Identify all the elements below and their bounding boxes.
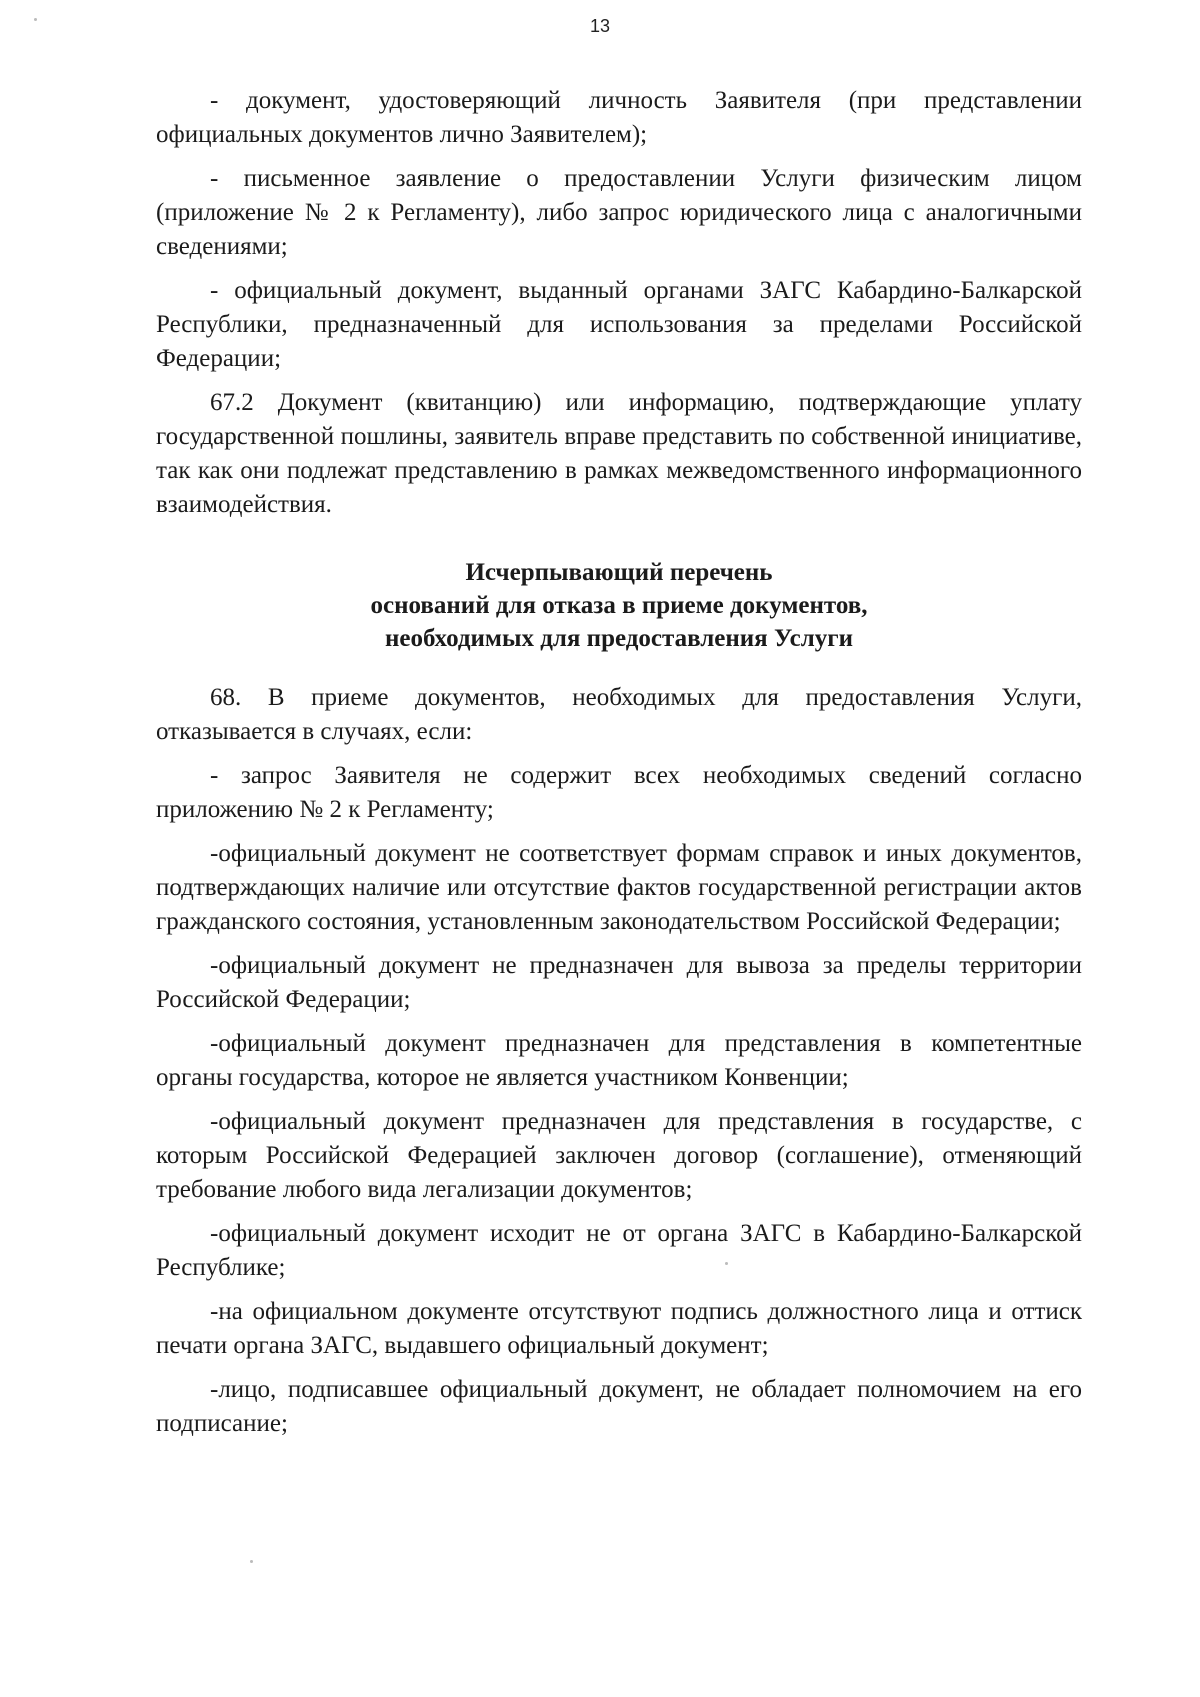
paragraph-written-application: - письменное заявление о предоставлении Услуги физическим лицом (приложение № 2 к Регламенту), либо запрос юридического лица с аналогичными сведениями;	[156, 165, 1082, 260]
refusal-reason-3: -официальный документ не предназначен для вывоза за пределы территории Российской Федерации;	[156, 952, 1082, 1013]
refusal-reason-6: -официальный документ исходит не от органа ЗАГС в Кабардино-Балкарской Республике;	[156, 1220, 1082, 1281]
paragraph-67-2: 67.2 Документ (квитанцию) или информацию, подтверждающие уплату государственной пошлины, заявитель вправе представить по собственной инициативе, так как они подлежат представлению в рамках межведомственного информационного взаимодействия.	[156, 389, 1082, 518]
scan-speck	[250, 1560, 253, 1563]
section-heading-line-3: необходимых для предоставления Услуги	[385, 625, 853, 652]
refusal-reason-4: -официальный документ предназначен для представления в компетентные органы государства, которое не является участником Конвенции;	[156, 1030, 1082, 1091]
section-heading-line-2: оснований для отказа в приеме документов,	[370, 592, 868, 619]
paragraph-official-document: - официальный документ, выданный органами ЗАГС Кабардино-Балкарской Республики, предназначенный для использования за пределами Российской Федерации;	[156, 277, 1082, 372]
refusal-reason-8: -лицо, подписавшее официальный документ, не обладает полномочием на его подписание;	[156, 1376, 1082, 1437]
refusal-reason-1: - запрос Заявителя не содержит всех необходимых сведений согласно приложению № 2 к Регламенту;	[156, 762, 1082, 823]
section-heading	[156, 556, 1082, 655]
paragraph-68: 68. В приеме документов, необходимых для предоставления Услуги, отказывается в случаях, если:	[156, 684, 1082, 745]
refusal-reason-5: -официальный документ предназначен для представления в государстве, с которым Российской Федерацией заключен договор (соглашение), отменяющий требование любого вида легализации документов;	[156, 1108, 1082, 1203]
refusal-reason-2: -официальный документ не соответствует формам справок и иных документов, подтверждающих наличие или отсутствие фактов государственной регистрации актов гражданского состояния, установленным законодательством Российской Федерации;	[156, 840, 1082, 935]
page-number: 13	[589, 16, 611, 36]
scan-speck	[34, 18, 37, 21]
refusal-reason-7: -на официальном документе отсутствуют подпись должностного лица и оттиск печати органа ЗАГС, выдавшего официальный документ;	[156, 1298, 1082, 1359]
paragraph-identity-document: - документ, удостоверяющий личность Заявителя (при представлении официальных документов лично Заявителем);	[156, 87, 1082, 148]
document-body	[156, 84, 1082, 1451]
section-heading-line-1: Исчерпывающий перечень	[465, 559, 773, 586]
scan-speck	[725, 1262, 728, 1265]
